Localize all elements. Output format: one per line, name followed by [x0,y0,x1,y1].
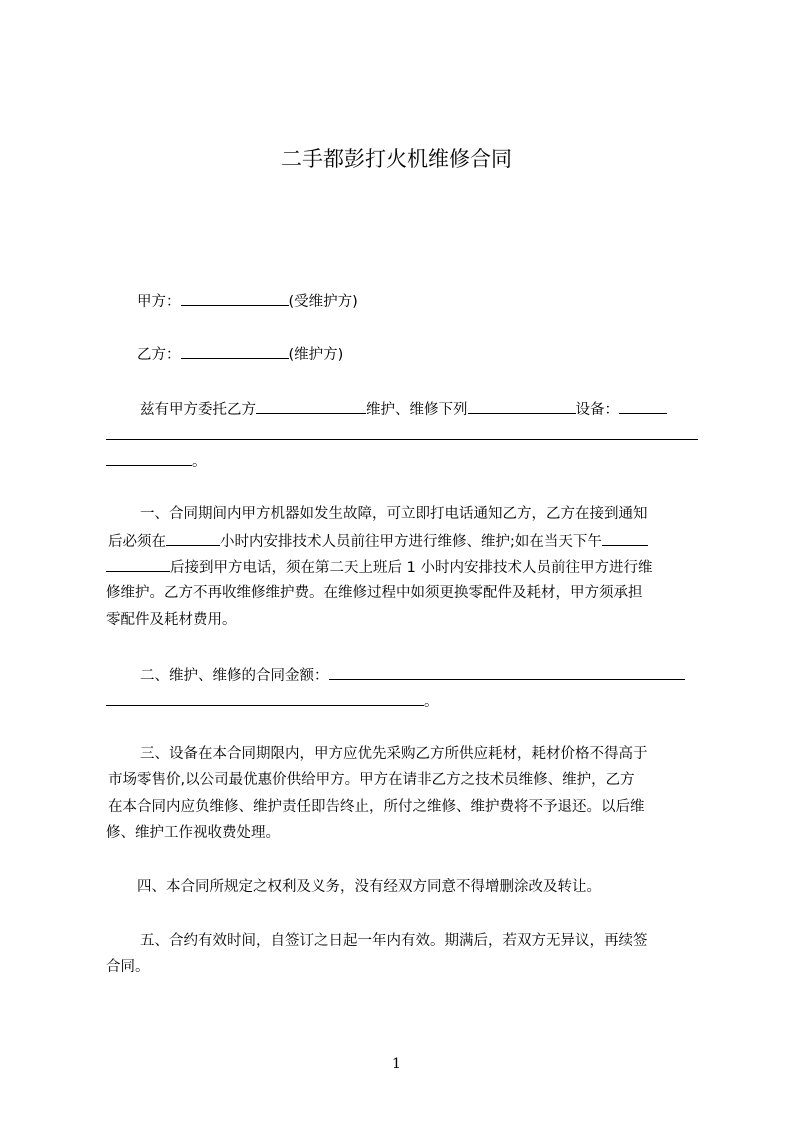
clause2-line-1 [140,666,685,685]
party-a-note: (受维护方) [288,294,358,310]
clause5-line-2: 合同。 [106,959,150,975]
clause1-line-2 [108,532,648,551]
intro-text-2: 维护、维修下列 [366,402,468,418]
intro-blank-2[interactable] [468,400,576,414]
intro-text-1: 兹有甲方委托乙方 [140,402,256,418]
intro-blank-1[interactable] [256,400,366,414]
clause3-line-1: 三、设备在本合同期限内，甲方应优先采购乙方所供应耗材，耗材价格不得高于 [140,746,648,762]
page-number: 1 [392,1056,401,1072]
clause2-amount-blank[interactable] [329,666,685,680]
party-b-line [137,345,343,364]
clause2-end: 。 [424,694,439,710]
party-b-label: 乙方： [137,347,181,363]
clause1-time-blank-b[interactable] [106,558,170,572]
clause1-text-2b: 小时内安排技术人员前往甲方进行维修、维护;如在当天下午 [220,534,602,550]
clause4-line: 四、本合同所规定之权利及义务，没有经双方同意不得增删涂改及转让。 [137,879,601,895]
clause1-hours-blank[interactable] [166,532,220,546]
intro-end: 。 [192,454,207,470]
clause1-text-3: 后接到甲方电话，须在第二天上班后 1 小时内安排技术人员前往甲方进行维 [170,560,653,576]
party-a-label: 甲方： [137,294,181,310]
clause2-amount-blank-2[interactable] [106,692,424,706]
intro-text-3: 设备： [575,402,619,418]
intro-blank-5[interactable] [106,452,192,466]
clause2-line-2 [106,692,439,711]
party-b-note: (维护方) [288,347,344,363]
party-a-blank[interactable] [181,292,289,306]
party-a-line [137,292,358,311]
clause1-line-3 [106,558,652,577]
clause3-line-2: 市场零售价,以公司最优惠价供给甲方。甲方在请非乙方之技术员维修、维护，乙方 [108,772,635,788]
intro-line-1 [140,400,667,419]
intro-line-2 [106,426,698,445]
clause1-line-4: 修维护。乙方不再收维修维护费。在维修过程中如须更换零配件及耗材，甲方须承担 [106,585,643,601]
clause3-line-4: 修、维护工作视收费处理。 [106,825,280,841]
intro-line-3 [106,452,207,471]
clause1-text-2a: 后必须在 [108,534,166,550]
clause2-label: 二、维护、维修的合同金额： [140,668,329,684]
clause3-line-3: 在本合同内应负维修、维护责任即告终止，所付之维修、维护费将不予退还。以后维 [108,799,645,815]
clause1-time-blank-a[interactable] [602,532,648,546]
intro-blank-4[interactable] [106,426,698,440]
party-b-blank[interactable] [181,345,289,359]
intro-blank-3[interactable] [619,400,667,414]
clause5-line-1: 五、合约有效时间，自签订之日起一年内有效。期满后，若双方无异议，再续签 [140,933,648,949]
document-title: 二手都彭打火机维修合同 [281,147,512,171]
clause1-line-5: 零配件及耗材费用。 [106,612,237,628]
clause1-line-1: 一、合同期间内甲方机器如发生故障，可立即打电话通知乙方，乙方在接到通知 [140,506,648,522]
